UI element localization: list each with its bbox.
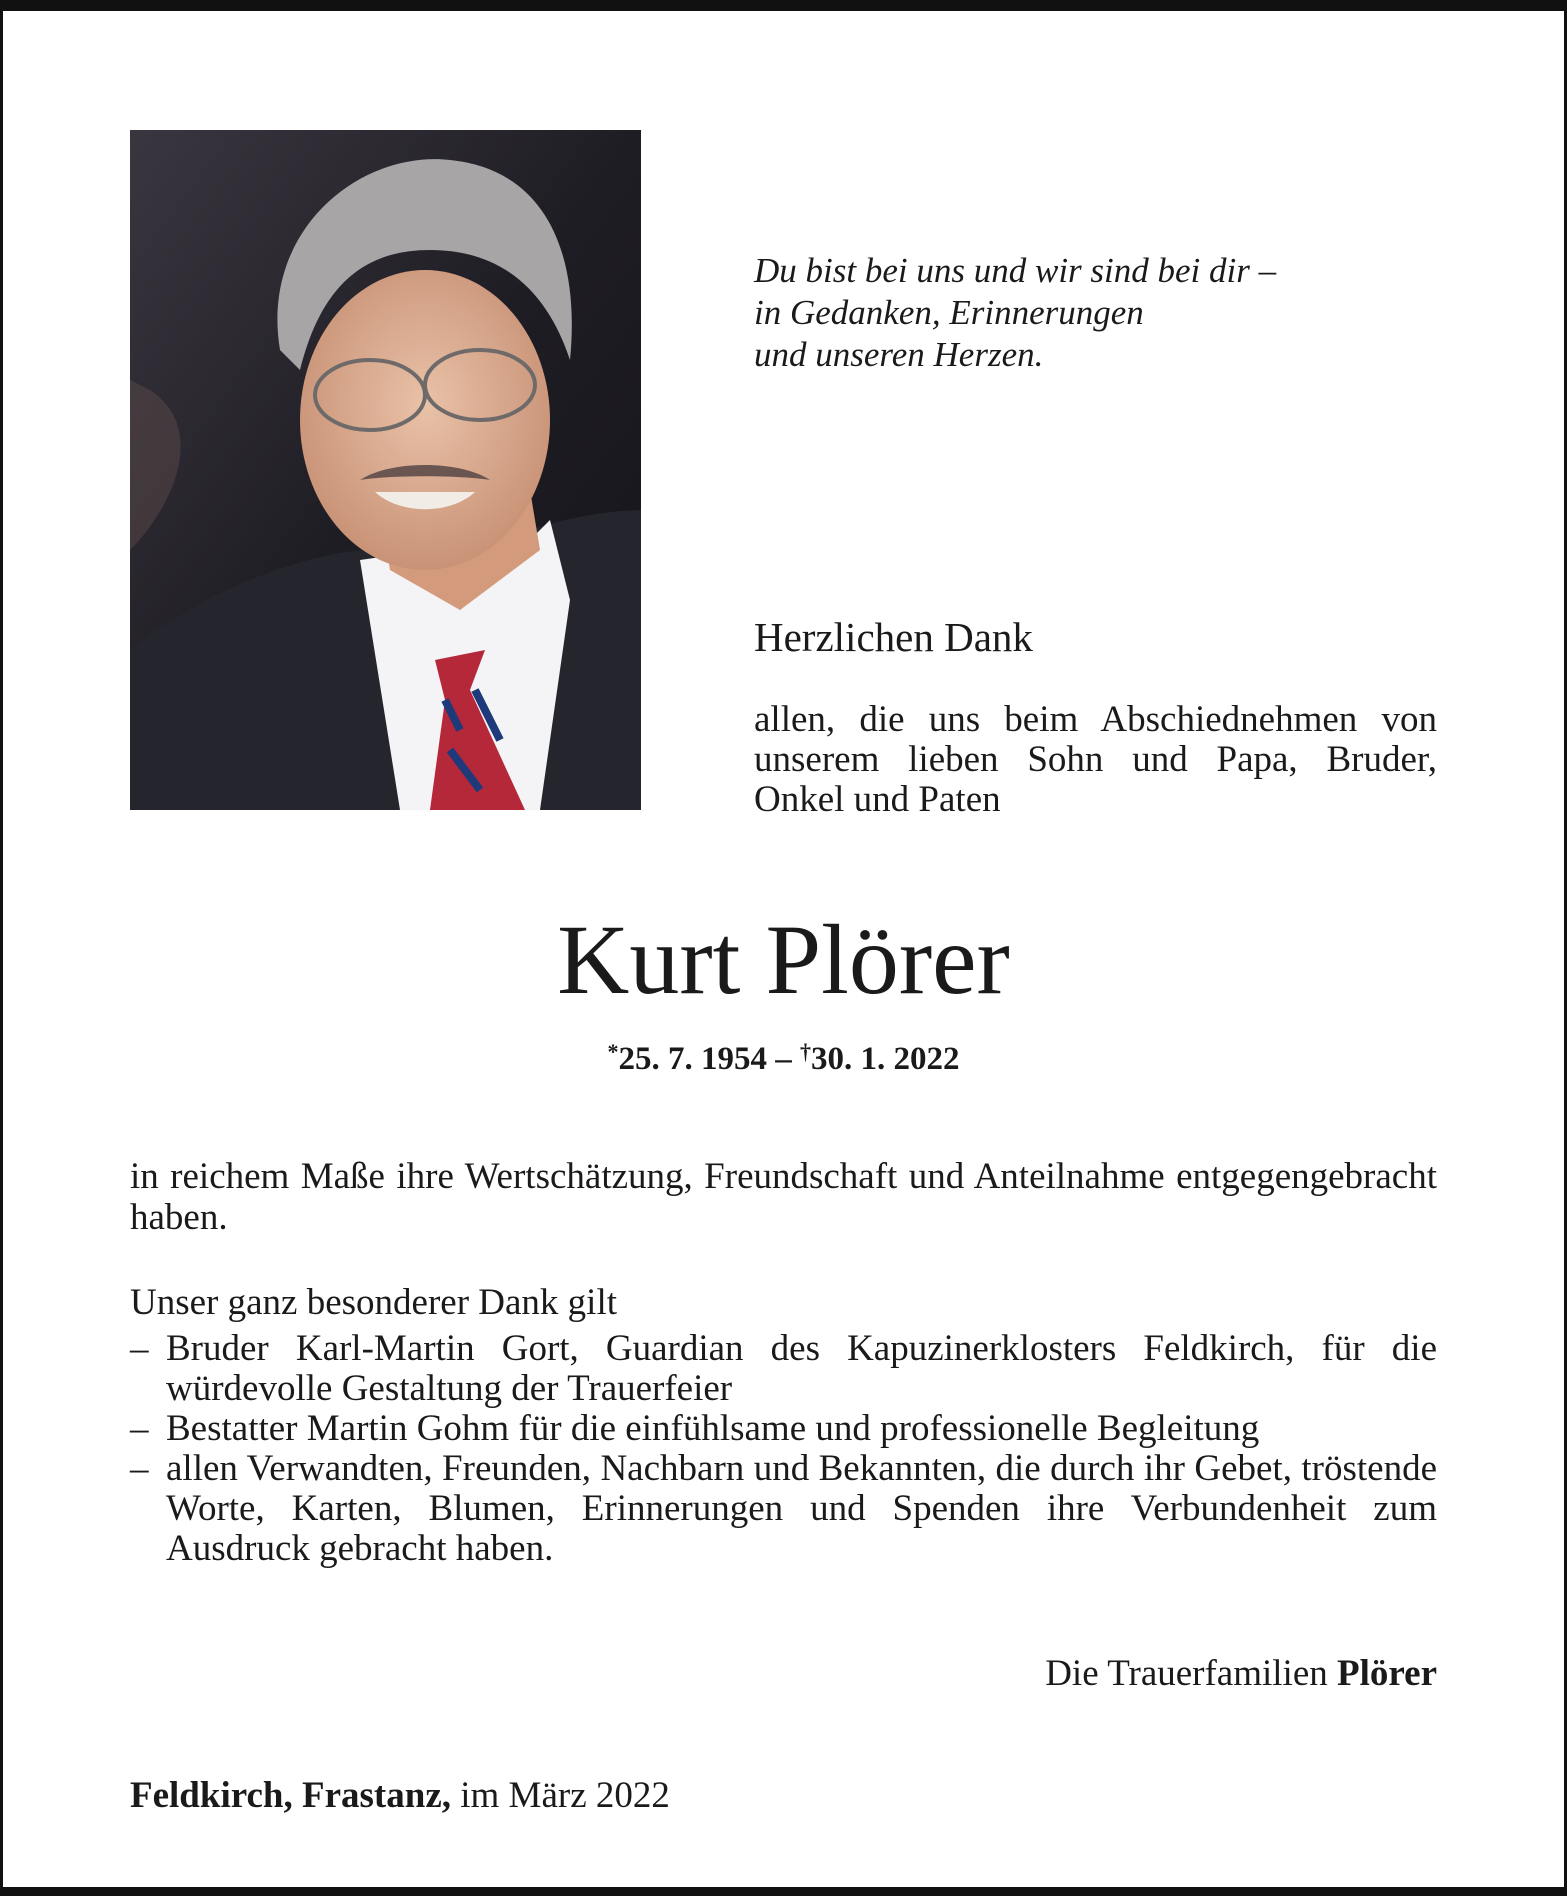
birth-date: 25. 7. 1954 <box>618 1041 767 1077</box>
family-signature <box>1045 1652 1437 1696</box>
list-item <box>130 1449 1437 1569</box>
thanks-body: allen, die uns beim Abschiednehmen von unserem lieben Sohn und Papa, Bruder, Onkel und Paten <box>754 699 1437 820</box>
birth-symbol: * <box>607 1039 619 1064</box>
verse-line: in Gedanken, Erinnerungen <box>754 293 1144 332</box>
place-date-line <box>130 1774 670 1818</box>
list-dash: – <box>130 1328 149 1369</box>
thanks-heading: Herzlichen Dank <box>754 614 1033 660</box>
thanks-list <box>130 1329 1437 1569</box>
portrait-photo <box>130 130 641 810</box>
verse-line: und unseren Herzen. <box>754 335 1044 374</box>
list-dash: – <box>130 1408 149 1449</box>
place-towns: Feldkirch, Frastanz, <box>130 1775 451 1816</box>
list-dash: – <box>130 1448 149 1489</box>
death-symbol: † <box>800 1039 811 1064</box>
life-dates <box>0 1030 1567 1081</box>
place-date: im März 2022 <box>451 1775 670 1816</box>
family-name: Plörer <box>1337 1653 1437 1694</box>
list-item-text: Bruder Karl-Martin Gort, Guardian des Kapuzinerklosters Feldkirch, für die würdevolle Gestaltung der Trauerfeier <box>166 1328 1437 1409</box>
signature-prefix: Die Trauerfamilien <box>1045 1653 1338 1694</box>
special-thanks-intro: Unser ganz besonderer Dank gilt <box>130 1282 617 1323</box>
list-item-text: Bestatter Martin Gohm für die einfühlsame und professionelle Begleitung <box>166 1408 1260 1449</box>
verse-line: Du bist bei uns und wir sind bei dir – <box>754 251 1277 290</box>
date-separator: – <box>767 1041 800 1077</box>
appreciation-paragraph: in reichem Maße ihre Wertschätzung, Freundschaft und Anteilnahme entgegengebracht haben. <box>130 1156 1437 1238</box>
deceased-name: Kurt Plörer <box>557 904 1010 1015</box>
death-date: 30. 1. 2022 <box>811 1041 960 1077</box>
memorial-verse <box>754 250 1374 376</box>
list-item <box>130 1329 1437 1409</box>
list-item-text: allen Verwandten, Freunden, Nachbarn und Bekannten, die durch ihr Gebet, tröstende Worte, Karten, Blumen, Erinnerungen und Spenden ihre Verbundenheit zum Ausdruck gebracht haben. <box>166 1448 1437 1569</box>
list-item <box>130 1409 1437 1449</box>
